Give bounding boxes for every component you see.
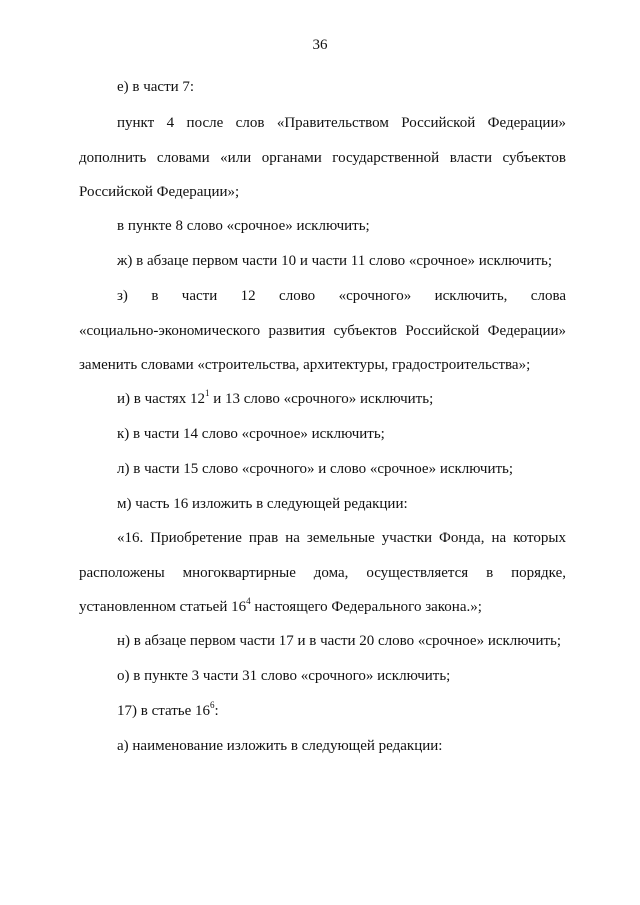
superscript: 1 — [204, 388, 210, 398]
paragraph-line: з) в части 12 слово «срочного» исключить, слова — [117, 288, 566, 304]
paragraph-line: расположены многоквартирные дома, осуществляется в порядке, — [79, 565, 566, 581]
text-run: и 13 слово «срочного» исключить; — [209, 391, 434, 407]
paragraph-line: в пункте 8 слово «срочное» исключить; — [117, 218, 370, 234]
text-run: настоящего Федерального закона.»; — [250, 599, 482, 615]
paragraph-line: н) в абзаце первом части 17 и в части 20 слово «срочное» исключить; — [117, 633, 562, 649]
paragraph-line: о) в пункте 3 части 31 слово «срочного» исключить; — [117, 668, 451, 684]
paragraph-line: а) наименование изложить в следующей редакции: — [117, 738, 443, 754]
page-number: 36 — [312, 37, 328, 53]
paragraph-line: заменить словами «строительства, архитектуры, градостроительства»; — [79, 357, 531, 373]
paragraph-line — [117, 390, 433, 408]
paragraph-line: дополнить словами «или органами государственной власти субъектов — [79, 150, 566, 166]
text-run: 17) в статье 16 — [117, 703, 211, 719]
paragraph-line: л) в части 15 слово «срочного» и слово «срочное» исключить; — [117, 461, 514, 477]
paragraph-line — [79, 598, 482, 616]
paragraph-line: «16. Приобретение прав на земельные участки Фонда, на которых — [117, 530, 566, 546]
text-run: и) в частях 12 — [117, 391, 205, 407]
paragraph-line: м) часть 16 изложить в следующей редакции: — [117, 496, 408, 512]
text-run: установленном статьей 16 — [79, 599, 247, 615]
paragraph-line: пункт 4 после слов «Правительством Российской Федерации» — [117, 115, 566, 131]
superscript: 6 — [210, 700, 215, 710]
paragraph-line: ж) в абзаце первом части 10 и части 11 слово «срочное» исключить; — [117, 253, 553, 269]
paragraph-line: Российской Федерации»; — [79, 184, 240, 200]
text-run: : — [214, 703, 219, 719]
paragraph-line: е) в части 7: — [117, 79, 195, 95]
paragraph-line — [117, 702, 219, 720]
paragraph-line: к) в части 14 слово «срочное» исключить; — [117, 426, 385, 442]
superscript: 4 — [246, 596, 251, 606]
paragraph-line: «социально-экономического развития субъектов Российской Федерации» — [79, 323, 566, 339]
